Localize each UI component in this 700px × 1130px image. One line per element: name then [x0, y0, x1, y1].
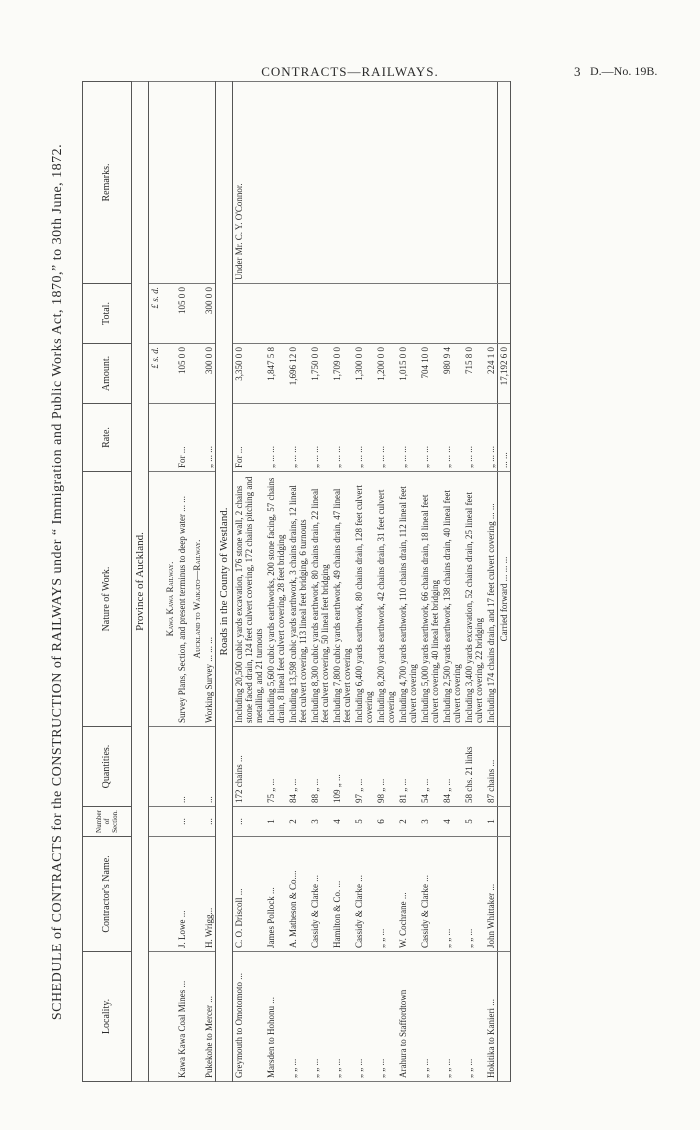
cell-total: [375, 284, 397, 344]
cell-remarks: [397, 82, 419, 284]
cell-total: [287, 284, 309, 344]
cell-locality: „ „ ...: [309, 952, 331, 1082]
cell-rate: „ ... ...: [397, 404, 419, 472]
amount-unit: £ s. d.: [149, 344, 162, 404]
cell-total: [441, 284, 463, 344]
cell-work: Including 4,700 yards earthwork, 110 chains drain, 112 lineal feet culvert covering: [397, 472, 419, 727]
carried-forward-row: [498, 82, 511, 1082]
subheading-row: [188, 82, 203, 1082]
cell-amount: 105 0 0: [176, 344, 188, 404]
table-row: [353, 82, 375, 1082]
cell-locality: „ „ ...: [287, 952, 309, 1082]
cell-amount: 715 8 0: [463, 344, 485, 404]
cell-section: 5: [353, 807, 375, 837]
cell-work: Working Survey ... ... ...: [203, 472, 216, 727]
cell-locality: Arahura to Staffordtown: [397, 952, 419, 1082]
cell-rate: „ ... ...: [463, 404, 485, 472]
col-amount: Amount.: [83, 344, 132, 404]
cell-amount: 300 0 0: [203, 344, 216, 404]
cell-work: Including 3,400 yards excavation, 52 chains drain, 25 lineal feet culvert covering, 22 bridging: [463, 472, 485, 727]
cell-rate: „ ... ...: [419, 404, 441, 472]
cell-remarks: [287, 82, 309, 284]
cell-locality: „ „ ...: [375, 952, 397, 1082]
cell-quantities: 58 chs. 21 links: [463, 727, 485, 807]
cell-quantities: 109 „ ...: [331, 727, 353, 807]
table-row: [233, 82, 266, 1082]
table-row: [287, 82, 309, 1082]
table-row: [419, 82, 441, 1082]
cell-section: 2: [287, 807, 309, 837]
cell-rate: „ ... ...: [441, 404, 463, 472]
cell-quantities: ...: [203, 727, 216, 807]
cell-remarks: [265, 82, 287, 284]
county-heading: Roads in the County of Westland.: [216, 82, 233, 1082]
header-title: CONTRACTS—RAILWAYS.: [261, 64, 439, 79]
cell-total: 105 0 0: [176, 284, 188, 344]
cell-locality: „ „ ...: [353, 952, 375, 1082]
cell-work: Including 8,200 yards earthwork, 42 chains drain, 31 feet culvert covering: [375, 472, 397, 727]
column-header-row: [83, 82, 132, 1082]
cell-section: 6: [375, 807, 397, 837]
cell-locality: Marsden to Hohonu ...: [265, 952, 287, 1082]
cell-section: 2: [397, 807, 419, 837]
cell-quantities: 97 „ ...: [353, 727, 375, 807]
col-remarks: Remarks.: [83, 82, 132, 284]
cell-amount: 1,015 0 0: [397, 344, 419, 404]
table-row: [265, 82, 287, 1082]
province-heading: Province of Auckland.: [132, 82, 149, 1082]
section-heading-row: [132, 82, 149, 1082]
cell-contractor: John Whittaker ...: [485, 837, 498, 952]
cell-rate: „ ... ...: [353, 404, 375, 472]
cell-amount: 1,200 0 0: [375, 344, 397, 404]
cell-locality: Pukekohe to Mercer ...: [203, 952, 216, 1082]
cell-quantities: 98 „ ...: [375, 727, 397, 807]
cell-contractor: James Pollock ...: [265, 837, 287, 952]
cell-amount: 1,750 0 0: [309, 344, 331, 404]
cell-locality: „ „ ...: [331, 952, 353, 1082]
cell-total: [309, 284, 331, 344]
cell-total: [233, 284, 266, 344]
cell-rate: „ ... ...: [375, 404, 397, 472]
total-unit: £ s. d.: [149, 284, 162, 344]
cell-total: [485, 284, 498, 344]
cell-remarks: [375, 82, 397, 284]
cell-locality: Greymouth to Omotomoto ...: [233, 952, 266, 1082]
col-contractor: Contractor's Name.: [83, 837, 132, 952]
table-row: [375, 82, 397, 1082]
cell-section: 3: [419, 807, 441, 837]
cell-section: 3: [309, 807, 331, 837]
cell-quantities: 88 „ ...: [309, 727, 331, 807]
cell-amount: 980 9 4: [441, 344, 463, 404]
cell-total: [397, 284, 419, 344]
cell-amount: 1,709 0 0: [331, 344, 353, 404]
cell-work: Including 2,500 yards earthwork, 138 chains drain, 40 lineal feet culvert covering: [441, 472, 463, 727]
cell-contractor: Cassidy & Clarke ...: [309, 837, 331, 952]
cell-contractor: „ „ ...: [441, 837, 463, 952]
contracts-table: [82, 81, 511, 1082]
carried-forward-amount: 17,192 6 0: [498, 344, 511, 404]
carried-forward-label: Carried forward ... ... ...: [498, 472, 511, 727]
cell-work: Survey Plans, Section, and present terminus to deep water ... ...: [176, 472, 188, 727]
cell-quantities: 54 „ ...: [419, 727, 441, 807]
cell-total: [353, 284, 375, 344]
subheading-row: [161, 82, 176, 1082]
cell-rate: „ ... ...: [265, 404, 287, 472]
table-row: [441, 82, 463, 1082]
cell-remarks: Under Mr. C. Y. O'Connor.: [233, 82, 266, 284]
cell-quantities: 84 „ ...: [441, 727, 463, 807]
cell-locality: „ „ ...: [419, 952, 441, 1082]
carried-forward-rate: ... ...: [498, 404, 511, 472]
schedule-title: SCHEDULE of CONTRACTS for the CONSTRUCTION of RAILWAYS under “ Immigration and Public Works Act, 1870,” to 30th June, 1872.: [50, 143, 65, 1021]
document-reference: D.—No. 19B.: [590, 64, 658, 78]
cell-remarks: [463, 82, 485, 284]
cell-rate: „ ... ...: [309, 404, 331, 472]
cell-remarks: [203, 82, 216, 284]
cell-locality: Kawa Kawa Coal Mines ...: [176, 952, 188, 1082]
cell-remarks: [176, 82, 188, 284]
col-locality: Locality.: [83, 952, 132, 1082]
col-rate: Rate.: [83, 404, 132, 472]
cell-remarks: [441, 82, 463, 284]
cell-work: Including 5,000 yards earthwork, 66 chains drain, 18 lineal feet culvert covering, 40 lineal feet bridging: [419, 472, 441, 727]
subheading-auckland-waikato: Auckland to Waikato—Railway.: [188, 472, 203, 727]
cell-quantities: ...: [176, 727, 188, 807]
cell-work: Including 7,800 cubic yards earthwork, 49 chains drain, 47 lineal feet culvert covering: [331, 472, 353, 727]
cell-contractor: W. Cochrane ...: [397, 837, 419, 952]
cell-section: ...: [203, 807, 216, 837]
col-total: Total.: [83, 284, 132, 344]
cell-rate: „ ... ...: [287, 404, 309, 472]
cell-amount: 1,300 0 0: [353, 344, 375, 404]
cell-remarks: [485, 82, 498, 284]
cell-rate: „ ... ...: [203, 404, 216, 472]
cell-section: ...: [233, 807, 266, 837]
cell-contractor: C. O. Driscoll ...: [233, 837, 266, 952]
cell-locality: „ „ ...: [463, 952, 485, 1082]
table-row: [397, 82, 419, 1082]
westland-rows: [233, 82, 498, 1082]
cell-work: Including 5,600 cubic yards earthworks, 200 stone facing, 57 chains drain, 8 lineal feet culvert covering, 28 feet bridging: [265, 472, 287, 727]
cell-total: [463, 284, 485, 344]
cell-remarks: [331, 82, 353, 284]
cell-amount: 704 10 0: [419, 344, 441, 404]
table-row: [176, 82, 188, 1082]
cell-quantities: 87 chains ...: [485, 727, 498, 807]
cell-amount: 224 1 0: [485, 344, 498, 404]
cell-contractor: „ „ ...: [463, 837, 485, 952]
cell-remarks: [419, 82, 441, 284]
table-row: [309, 82, 331, 1082]
cell-work: Including 8,300 cubic yards earthwork, 80 chains drain, 22 lineal feet culvert covering, 50 lineal feet bridging: [309, 472, 331, 727]
cell-total: [419, 284, 441, 344]
cell-quantities: 75 „ ...: [265, 727, 287, 807]
col-quantities: Quantities.: [83, 727, 132, 807]
cell-work: Including 6,400 yards earthwork, 80 chains drain, 128 feet culvert covering: [353, 472, 375, 727]
cell-total: [265, 284, 287, 344]
cell-section: 1: [265, 807, 287, 837]
cell-rate: For ...: [233, 404, 266, 472]
cell-remarks: [309, 82, 331, 284]
cell-section: 4: [331, 807, 353, 837]
cell-contractor: Cassidy & Clarke ...: [353, 837, 375, 952]
cell-amount: 3,350 0 0: [233, 344, 266, 404]
cell-rate: „ ... ...: [331, 404, 353, 472]
rotated-schedule: [50, 82, 660, 1082]
col-nature-of-work: Nature of Work.: [83, 472, 132, 727]
cell-total: 300 0 0: [203, 284, 216, 344]
cell-quantities: 84 „ ...: [287, 727, 309, 807]
cell-quantities: 81 „ ...: [397, 727, 419, 807]
cell-locality: Hokitika to Kanieri ...: [485, 952, 498, 1082]
cell-section: 1: [485, 807, 498, 837]
cell-section: ...: [176, 807, 188, 837]
cell-work: Including 13,598 cubic yards earthwork, 3 chains drains, 12 lineal feet culvert covering, 113 lineal feet bridging, 6 turnouts: [287, 472, 309, 727]
table-row: [485, 82, 498, 1082]
cell-contractor: J. Lowe ...: [176, 837, 188, 952]
cell-contractor: „ „ ...: [375, 837, 397, 952]
cell-section: 4: [441, 807, 463, 837]
money-unit-row: [149, 82, 162, 1082]
section-heading-row: [216, 82, 233, 1082]
cell-locality: „ „ ...: [441, 952, 463, 1082]
table-row: [463, 82, 485, 1082]
cell-contractor: A. Matheson & Co....: [287, 837, 309, 952]
cell-total: [331, 284, 353, 344]
cell-rate: For ...: [176, 404, 188, 472]
cell-work: Including 20,500 cubic yards excavation, 176 stone wall, 2 chains stone faced drain, 124 feet culvert covering, 172 chains pitching and metalling, and 21 turnouts: [233, 472, 266, 727]
cell-contractor: Cassidy & Clarke ...: [419, 837, 441, 952]
cell-contractor: Hamilton & Co. ...: [331, 837, 353, 952]
subheading-kawa-kawa: Kawa Kawa Railway.: [161, 472, 176, 727]
table-row: [331, 82, 353, 1082]
table-row: [203, 82, 216, 1082]
cell-section: 5: [463, 807, 485, 837]
cell-remarks: [353, 82, 375, 284]
cell-contractor: H. Wrigg...: [203, 837, 216, 952]
col-section: Number of Section.: [83, 807, 132, 837]
cell-quantities: 172 chains ...: [233, 727, 266, 807]
cell-amount: 1,696 12 0: [287, 344, 309, 404]
cell-rate: „ ... ...: [485, 404, 498, 472]
cell-amount: 1,847 5 8: [265, 344, 287, 404]
page-number: 3: [574, 64, 581, 79]
cell-work: Including 174 chains drain, and 17 feet culvert covering ... ...: [485, 472, 498, 727]
